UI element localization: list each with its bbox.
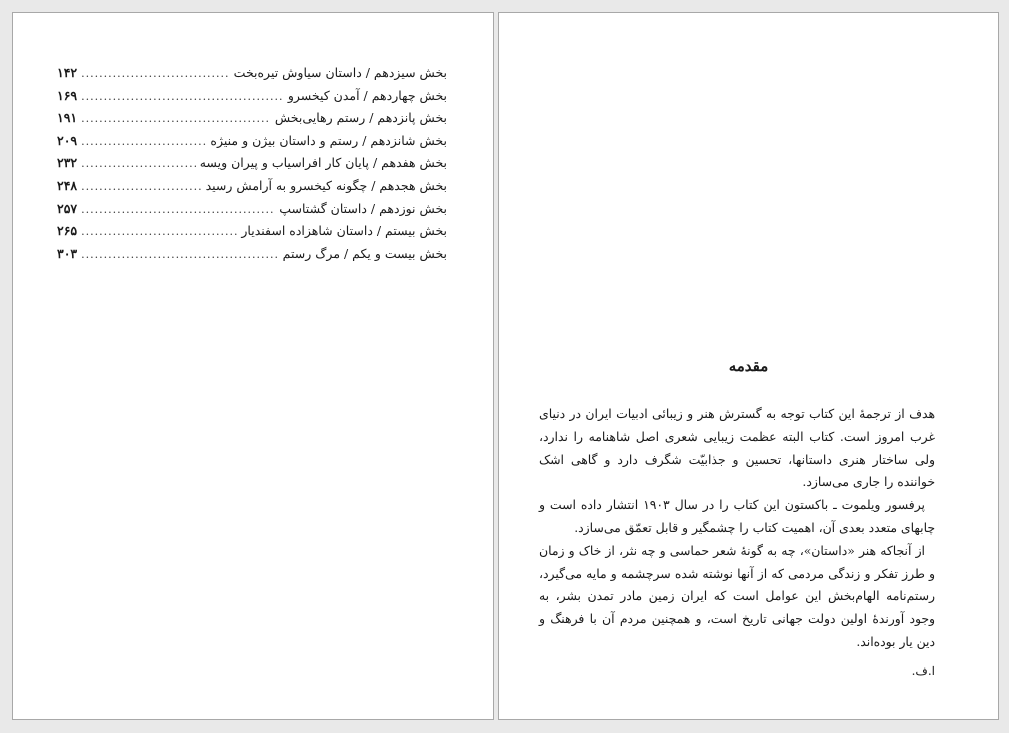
toc-leader-dots <box>81 112 271 125</box>
toc-entry-page: ۱۴۲ <box>57 65 78 80</box>
toc-leader-dots <box>81 180 201 193</box>
toc-leader-dots <box>81 157 196 170</box>
toc-entry-title: بخش شانزدهم / رستم و داستان بیژن و منیژه <box>210 132 447 148</box>
toc-entry-page: ۳۰۳ <box>57 245 78 261</box>
toc-entry <box>57 201 447 224</box>
toc-entry <box>57 88 447 111</box>
preface-paragraph: پرفسور ویلموت ـ باکستون این کتاب را در سال ۱۹۰۳ انتشار داده است و چابهای متعدد بعدی آن، اهمیت کتاب را چشمگیر و قابل تعمّق می‌سازد. <box>539 497 935 535</box>
toc-entry <box>57 246 447 269</box>
preface-page[interactable] <box>498 12 999 720</box>
toc-leader-dots <box>81 248 279 261</box>
table-of-contents-page[interactable] <box>12 12 494 720</box>
toc-entry <box>57 110 447 133</box>
toc-entry-title: بخش پانزدهم / رستم رهایی‌بخش <box>274 110 447 126</box>
toc-leader-dots <box>81 135 206 148</box>
toc-entry-page: ۱۶۹ <box>57 87 78 103</box>
toc-entry <box>57 155 447 178</box>
toc-entry-title: بخش بیستم / داستان شاهزاده اسفندیار <box>241 223 447 239</box>
toc-leader-dots <box>81 225 237 238</box>
toc-entry-page: ۱۹۱ <box>57 110 78 126</box>
table-of-contents <box>57 65 447 268</box>
toc-entry <box>57 133 447 156</box>
toc-entry-page: ۲۶۵ <box>57 223 78 239</box>
toc-entry <box>57 223 447 246</box>
toc-leader-dots <box>81 90 284 103</box>
toc-entry-title: بخش سیزدهم / داستان سیاوش تیره‌بخت <box>233 65 447 80</box>
toc-entry-page: ۲۰۹ <box>57 132 78 148</box>
toc-entry-title: بخش چهاردهم / آمدن کیخسرو <box>287 87 447 103</box>
toc-entry-title: بخش بیست و یکم / مرگ رستم <box>282 245 447 261</box>
toc-leader-dots <box>81 67 230 80</box>
toc-entry-page: ۲۵۷ <box>57 200 78 216</box>
toc-entry-title: بخش نوزدهم / داستان گشتاسپ <box>279 200 447 216</box>
toc-leader-dots <box>81 203 275 216</box>
toc-entry-title: بخش هجدهم / چگونه کیخسرو به آرامش رسید <box>205 177 447 193</box>
preface-paragraph: هدف از ترجمهٔ این کتاب توجه به گسترش هنر و زیبائی ادبیات ایران در دنیای غرب امروز است. کتاب البته عظمت زیبایی شعری اصل شاهنامه را ندارد، ولی ساختار هنری داستانها، تحسین و جذابیّت شگرف دارد و گاهی اشک خواننده را جاری می‌سازد. <box>539 406 935 490</box>
toc-entry-title: بخش هفدهم / پایان کار افراسیاب و پیران ویسه <box>199 155 447 171</box>
preface-heading: مقدمه <box>728 357 769 375</box>
toc-entry-page: ۲۴۸ <box>57 177 78 193</box>
toc-entry-page: ۲۳۲ <box>57 155 78 171</box>
toc-entry <box>57 178 447 201</box>
toc-entry <box>57 65 447 88</box>
preface-body <box>539 403 935 683</box>
preface-signature: ا.ف. <box>911 663 935 678</box>
preface-paragraph: از آنجاکه هنر «داستان»، چه به گونهٔ شعر حماسی و چه نثر، از خاک و زمان و طرز تفکر و زندگی مردمی که از آنها نوشته شده سرچشمه و مایه می‌گیرد، رستم‌نامه الهام‌بخش این عوامل است که ایران زمین مادر تمدن بشر، به وجود آورندهٔ اولین دولت جهانی تاریخ است، و همچنین مردم آن با فرهنگ و دین یار بوده‌اند. <box>539 542 935 649</box>
